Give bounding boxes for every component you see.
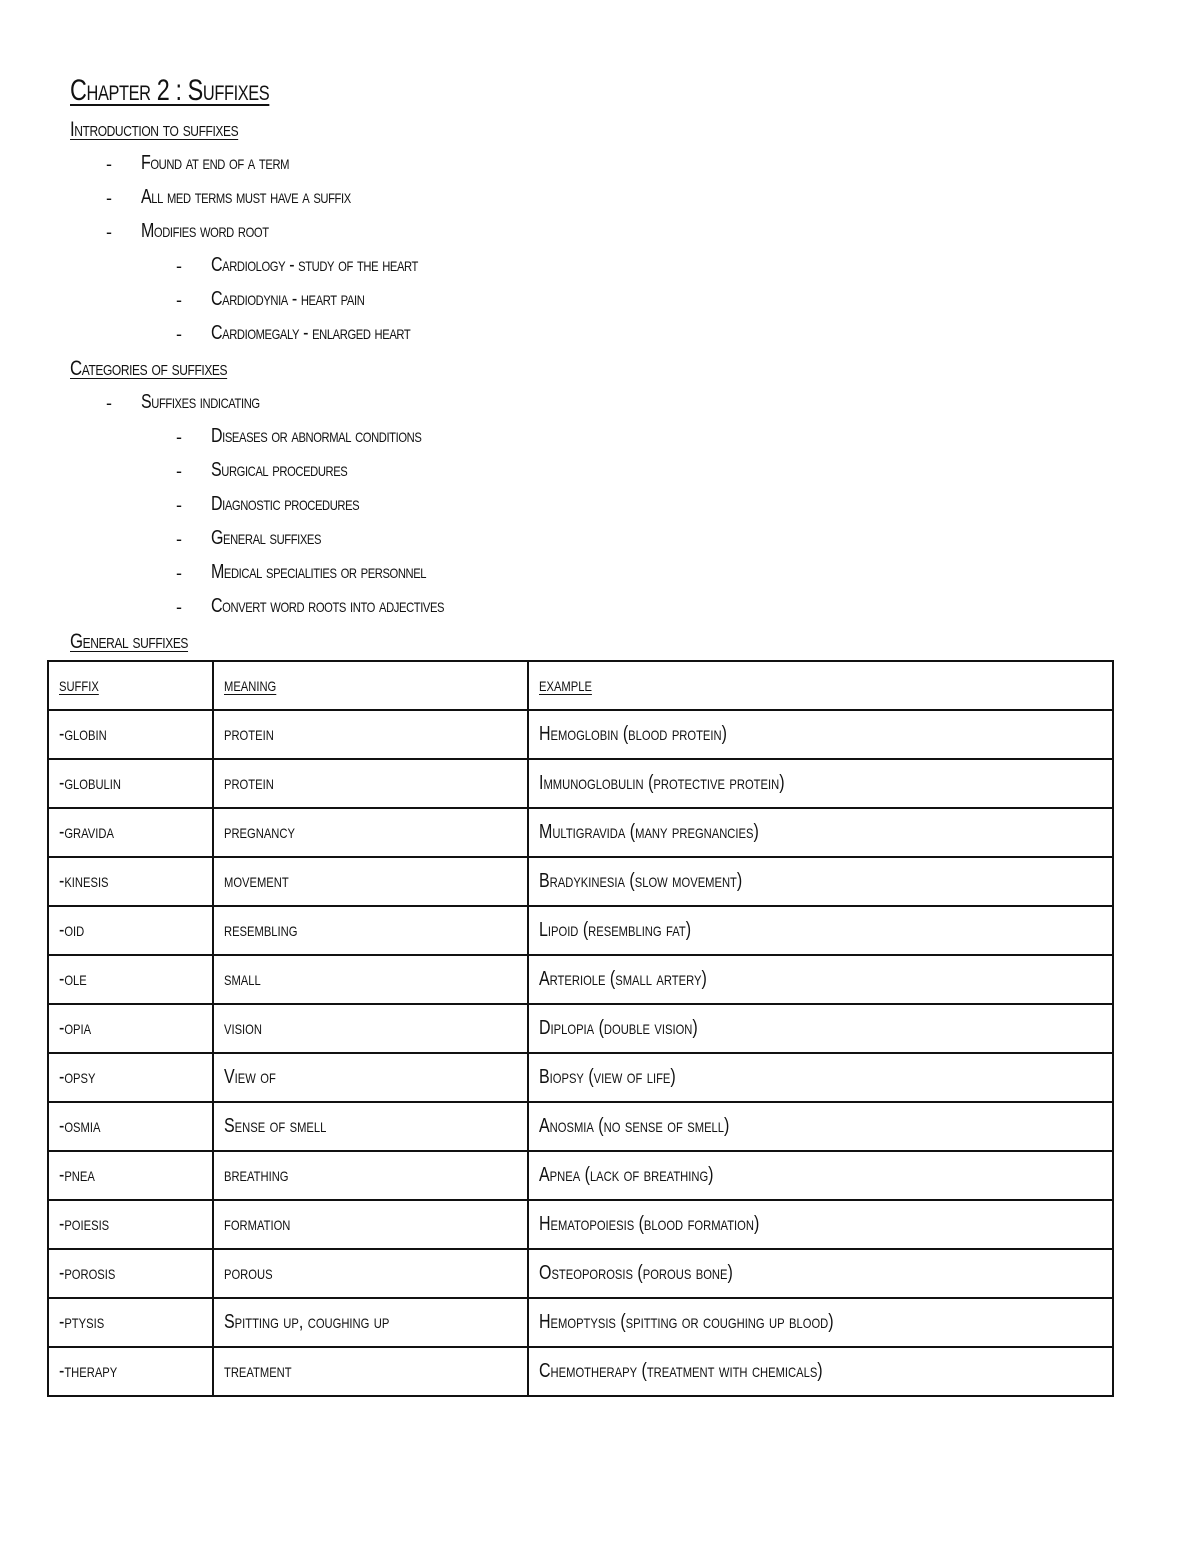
sub-bullet-dash: - [176,563,182,583]
suffix-cell: -gravida [59,821,114,843]
sub-bullet-dash: - [176,495,182,515]
table-cell [48,1298,213,1347]
sub-bullet-dash: - [176,256,182,276]
table-row [48,906,1113,955]
table-cell [213,1053,528,1102]
suffix-cell: -globulin [59,772,121,794]
bullet-dash: - [106,393,112,413]
meaning-cell: resembling [224,919,298,941]
suffix-cell: -therapy [59,1360,118,1382]
meaning-cell: View of [224,1066,276,1088]
table-cell [528,1102,1113,1151]
suffix-cell: -kinesis [59,870,109,892]
category-item: General suffixes [211,527,322,549]
table-cell [48,906,213,955]
table-cell [213,1347,528,1396]
suffix-cell: -oid [59,919,85,941]
table-cell [528,955,1113,1004]
meaning-cell: breathing [224,1164,289,1186]
table-cell [48,808,213,857]
table-cell [213,857,528,906]
table-cell [48,1151,213,1200]
suffix-cell: -porosis [59,1262,116,1284]
suffix-cell: -globin [59,723,107,745]
example-cell: Immunoglobulin (protective protein) [539,772,785,794]
chapter-title: Chapter 2 : Suffixes [70,74,270,107]
sub-bullet-dash: - [176,290,182,310]
intro-example: Cardiology - study of the heart [211,254,418,276]
example-cell: Arteriole (small artery) [539,968,707,990]
category-item: Medical specialities or personnel [211,561,427,583]
categories-bullet: Suffixes indicating [141,391,260,413]
table-row [48,759,1113,808]
example-cell: Osteoporosis (porous bone) [539,1262,733,1284]
table-cell [48,1102,213,1151]
table-row [48,1200,1113,1249]
suffix-cell: -poiesis [59,1213,110,1235]
sub-bullet-dash: - [176,529,182,549]
table-cell [528,1347,1113,1396]
suffix-table [47,660,1114,1397]
table-cell [528,808,1113,857]
suffix-cell: -pnea [59,1164,95,1186]
example-cell: Chemotherapy (treatment with chemicals) [539,1360,823,1382]
suffix-cell: -ole [59,968,87,990]
intro-bullet: All med terms must have a suffix [141,186,351,208]
header-cell [528,661,1113,710]
table-cell [213,1298,528,1347]
table-cell [48,1347,213,1396]
header-meaning: meaning [224,674,277,696]
meaning-cell: pregnancy [224,821,295,843]
table-cell [528,1298,1113,1347]
intro-example: Cardiodynia - heart pain [211,288,365,310]
table-row [48,1151,1113,1200]
table-cell [213,1151,528,1200]
table-cell [528,1151,1113,1200]
sub-bullet-dash: - [176,324,182,344]
table-cell [213,1200,528,1249]
intro-example: Cardiomegaly - enlarged heart [211,322,411,344]
table-row [48,808,1113,857]
sub-bullet-dash: - [176,597,182,617]
table-row [48,955,1113,1004]
suffix-cell: -osmia [59,1115,101,1137]
table-cell [48,955,213,1004]
table-cell [48,1200,213,1249]
header-suffix: suffix [59,674,99,696]
suffix-cell: -ptysis [59,1311,105,1333]
table-cell [48,759,213,808]
sub-bullet-dash: - [176,427,182,447]
table-row [48,1347,1113,1396]
table-row [48,1004,1113,1053]
table-cell [48,1004,213,1053]
intro-bullet: Modifies word root [141,220,269,242]
table-row [48,1298,1113,1347]
example-cell: Hemoglobin (blood protein) [539,723,727,745]
category-item: Surgical procedures [211,459,348,481]
example-cell: Multigravida (many pregnancies) [539,821,759,843]
example-cell: Bradykinesia (slow movement) [539,870,743,892]
intro-heading: Introduction to suffixes [70,118,239,141]
general-heading: General suffixes [70,630,189,653]
table-cell [48,857,213,906]
table-cell [213,710,528,759]
table-cell [213,808,528,857]
sub-bullet-dash: - [176,461,182,481]
intro-bullet: Found at end of a term [141,152,290,174]
meaning-cell: movement [224,870,289,892]
meaning-cell: treatment [224,1360,292,1382]
bullet-dash: - [106,154,112,174]
table-cell [528,1004,1113,1053]
example-cell: Hemoptysis (spitting or coughing up blood) [539,1311,834,1333]
category-item: Diseases or abnormal conditions [211,425,422,447]
category-item: Convert word roots into adjectives [211,595,445,617]
categories-heading: Categories of suffixes [70,357,228,380]
meaning-cell: vision [224,1017,262,1039]
meaning-cell: protein [224,772,274,794]
table-row [48,1053,1113,1102]
table-row [48,1249,1113,1298]
table-cell [528,710,1113,759]
meaning-cell: small [224,968,261,990]
table-cell [48,1249,213,1298]
table-cell [528,759,1113,808]
header-cell [213,661,528,710]
bullet-dash: - [106,188,112,208]
table-cell [213,955,528,1004]
table-cell [48,710,213,759]
table-row [48,857,1113,906]
example-cell: Diplopia (double vision) [539,1017,698,1039]
header-example: example [539,674,592,696]
table-cell [213,1102,528,1151]
bullet-dash: - [106,222,112,242]
table-row [48,1102,1113,1151]
meaning-cell: porous [224,1262,273,1284]
table-cell [528,1249,1113,1298]
example-cell: Biopsy (view of life) [539,1066,676,1088]
table-cell [528,1053,1113,1102]
table-cell [528,857,1113,906]
example-cell: Anosmia (no sense of smell) [539,1115,730,1137]
table-cell [213,759,528,808]
table-cell [48,1053,213,1102]
suffix-cell: -opsy [59,1066,96,1088]
table-cell [213,1249,528,1298]
meaning-cell: Spitting up, coughing up [224,1311,390,1333]
example-cell: Apnea (lack of breathing) [539,1164,714,1186]
meaning-cell: protein [224,723,274,745]
table-cell [213,906,528,955]
suffix-cell: -opia [59,1017,92,1039]
meaning-cell: Sense of smell [224,1115,327,1137]
table-cell [528,906,1113,955]
example-cell: Hematopoiesis (blood formation) [539,1213,760,1235]
table-header-row [48,661,1113,710]
table-cell [528,1200,1113,1249]
meaning-cell: formation [224,1213,291,1235]
table-cell [213,1004,528,1053]
table-row [48,710,1113,759]
header-cell [48,661,213,710]
example-cell: Lipoid (resembling fat) [539,919,692,941]
category-item: Diagnostic procedures [211,493,360,515]
